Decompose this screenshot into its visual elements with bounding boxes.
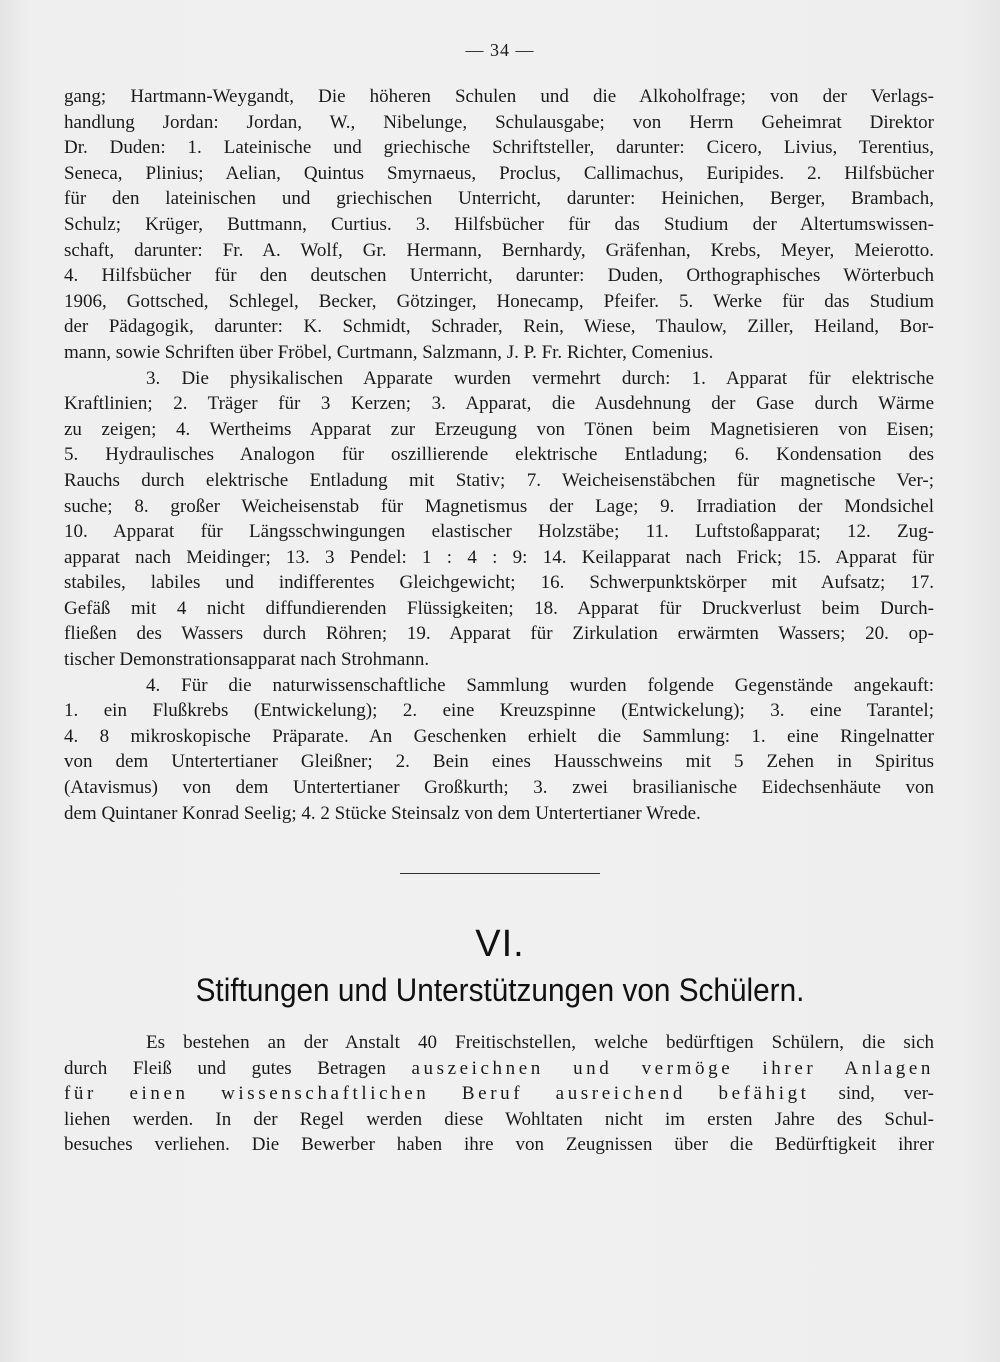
text-fragment: sind, ver-: [838, 1083, 934, 1105]
body-text-bottom: [64, 1030, 934, 1158]
text-line: [64, 1081, 934, 1107]
text-line: liehen werden. In der Regel werden diese Wohltaten nicht im ersten Jahre des Schul-: [64, 1108, 934, 1130]
text-line: (Atavismus) von dem Untertertianer Großkurth; 3. zwei brasilianische Eidechsenhäute von: [64, 777, 934, 799]
spaced-emphasis: für einen wissenschaftlichen Beruf ausreichend befähigt: [64, 1083, 810, 1105]
text-line: 4. Hilfsbücher für den deutschen Unterricht, darunter: Duden, Orthographisches Wörterbuch: [64, 265, 934, 287]
page-number: — 34 —: [465, 40, 535, 60]
text-line: 4. 8 mikroskopische Präparate. An Geschenken erhielt die Sammlung: 1. eine Ringelnatter: [64, 725, 934, 747]
text-line: fließen des Wassers durch Röhren; 19. Apparat für Zirkulation erwärmten Wassers; 20. op-: [64, 623, 934, 645]
text-line: 1. ein Flußkrebs (Entwickelung); 2. eine Kreuzspinne (Entwickelung); 3. eine Tarantel;: [64, 700, 934, 722]
text-line: Schulz; Krüger, Buttmann, Curtius. 3. Hilfsbücher für das Studium der Altertumswissen-: [64, 213, 934, 235]
section-divider: [400, 873, 600, 874]
section-number: VI.: [475, 923, 525, 965]
text-line: Seneca, Plinius; Aelian, Quintus Smyrnaeus, Proclus, Callimachus, Euripides. 2. Hilfsbücher: [64, 162, 934, 184]
text-line: zu zeigen; 4. Wertheims Apparat zur Erzeugung von Tönen beim Magnetisieren von Eisen;: [64, 418, 934, 440]
text-line: Kraftlinien; 2. Träger für 3 Kerzen; 3. Apparat, die Ausdehnung der Gase durch Wärme: [64, 393, 934, 415]
spaced-emphasis: auszeichnen und vermöge ihrer Anlagen: [411, 1057, 934, 1079]
body-text-top: [64, 84, 934, 826]
text-line: Rauchs durch elektrische Entladung mit Stativ; 7. Weicheisenstäbchen für magnetische Ver-;: [64, 469, 934, 491]
text-line: mann, sowie Schriften über Fröbel, Curtmann, Salzmann, J. P. Fr. Richter, Comenius.: [64, 341, 714, 363]
text-line: stabiles, labiles und indifferentes Gleichgewicht; 16. Schwerpunktskörper mit Aufsatz; 17.: [64, 572, 934, 594]
text-line: für den lateinischen und griechischen Unterricht, darunter: Heinichen, Berger, Brambach,: [64, 188, 934, 210]
text-line: tischer Demonstrationsapparat nach Strohmann.: [64, 649, 430, 671]
text-line: handlung Jordan: Jordan, W., Nibelunge, Schulausgabe; von Herrn Geheimrat Direktor: [64, 111, 934, 133]
text-line: der Pädagogik, darunter: K. Schmidt, Schrader, Rein, Wiese, Thaulow, Ziller, Heiland, Bor-: [64, 316, 934, 338]
paragraph-first-line: Es bestehen an der Anstalt 40 Freitischstellen, welche bedürftigen Schülern, die sich: [146, 1032, 934, 1053]
text-line: dem Quintaner Konrad Seelig; 4. 2 Stücke Steinsalz von dem Untertertianer Wrede.: [64, 802, 701, 824]
text-line: suche; 8. großer Weicheisenstab für Magnetismus der Lage; 9. Irradiation der Mondsichel: [64, 495, 934, 517]
paragraph-first-line: 4. Für die naturwissenschaftliche Sammlung wurden folgende Gegenstände angekauft:: [146, 674, 934, 696]
text-line: 10. Apparat für Längsschwingungen elastischer Holzstäbe; 11. Luftstoßapparat; 12. Zug-: [64, 521, 934, 543]
text-line: 1906, Gottsched, Schlegel, Becker, Götzinger, Honecamp, Pfeifer. 5. Werke für das Studium: [64, 290, 934, 312]
text-line: 5. Hydraulisches Analogon für oszillierende elektrische Entladung; 6. Kondensation des: [64, 444, 934, 466]
text-line: besuches verliehen. Die Bewerber haben ihre von Zeugnissen über die Bedürftigkeit ihrer: [64, 1134, 934, 1156]
text-line: Gefäß mit 4 nicht diffundierenden Flüssigkeiten; 18. Apparat für Druckverlust beim Durch-: [64, 597, 934, 619]
text-fragment: durch Fleiß und gutes Betragen: [64, 1057, 386, 1079]
section-title: Stiftungen und Unterstützungen von Schülern.: [195, 972, 805, 1008]
paragraph-first-line: 3. Die physikalischen Apparate wurden vermehrt durch: 1. Apparat für elektrische: [146, 367, 934, 389]
text-line: [64, 1056, 934, 1082]
text-line: gang; Hartmann-Weygandt, Die höheren Schulen und die Alkoholfrage; von der Verlags-: [64, 86, 934, 107]
text-line: schaft, darunter: Fr. A. Wolf, Gr. Hermann, Bernhardy, Gräfenhan, Krebs, Meyer, Meierotto.: [64, 239, 934, 261]
text-line: Dr. Duden: 1. Lateinische und griechische Schriftsteller, darunter: Cicero, Livius, Terentius,: [64, 137, 934, 159]
text-line: von dem Untertertianer Gleißner; 2. Bein eines Hausschweins mit 5 Zehen in Spiritus: [64, 751, 934, 773]
text-line: apparat nach Meidinger; 13. 3 Pendel: 1 : 4 : 9: 14. Keilapparat nach Frick; 15. Apparat für: [64, 546, 934, 568]
